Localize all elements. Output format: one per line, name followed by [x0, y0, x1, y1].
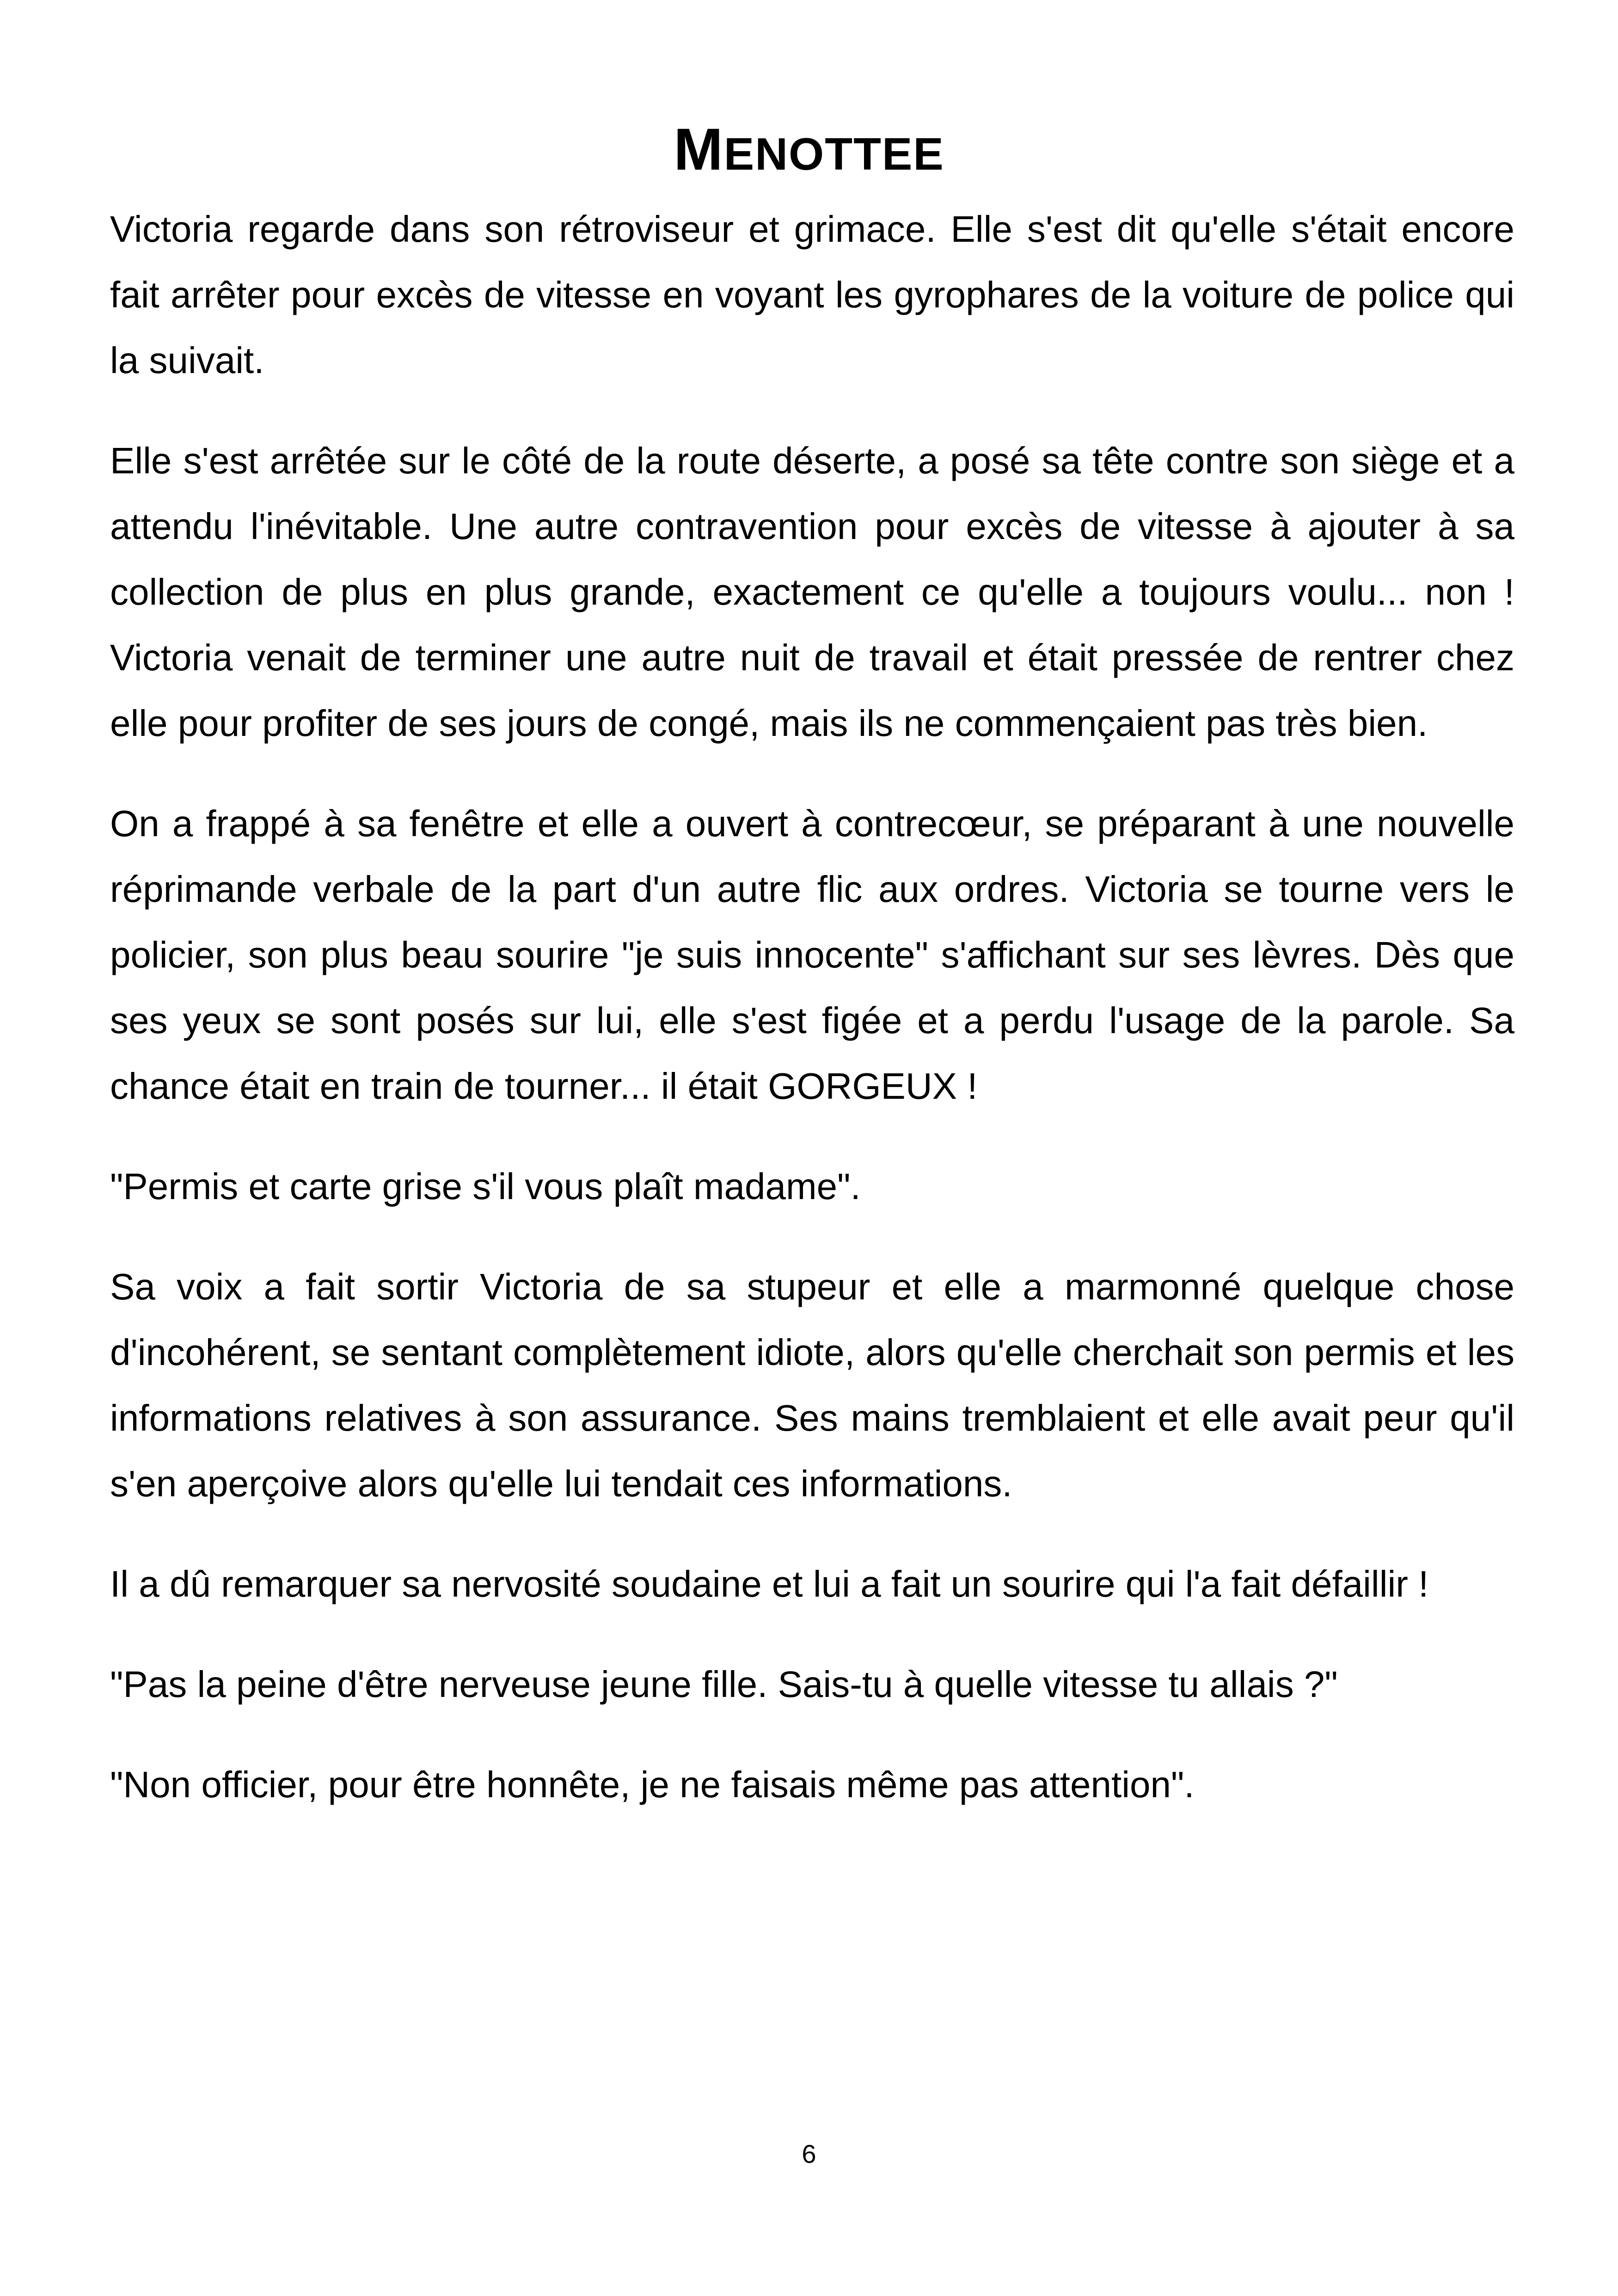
chapter-title: [0, 117, 1618, 186]
page-number: 6: [802, 2139, 816, 2168]
paragraph: "Non officier, pour être honnête, je ne faisais même pas attention".: [110, 1764, 1195, 1805]
paragraph: Elle s'est arrêtée sur le côté de la route déserte, a posé sa tête contre son siège et a attendu l'inévitable. Une autre contravention pour excès de vitesse à ajouter à sa collection de plus en plus grande, exactement ce qu'elle a toujours voulu... non ! Victoria venait de terminer une autre nuit de travail et était pressée de rentrer chez elle pour profiter de ses jours de congé, mais ils ne commençaient pas très bien.: [110, 440, 1514, 744]
chapter-title-rest: ENOTTEE: [723, 129, 944, 180]
paragraph: "Permis et carte grise s'il vous plaît madame".: [110, 1166, 861, 1207]
paragraph: On a frappé à sa fenêtre et elle a ouvert à contrecœur, se préparant à une nouvelle réprimande verbale de la part d'un autre flic aux ordres. Victoria se tourne vers le policier, son plus beau sourire "je suis innocente" s'affichant sur ses lèvres. Dès que ses yeux se sont posés sur lui, elle s'est figée et a perdu l'usage de la parole. Sa chance était en train de tourner... il était GORGEUX !: [110, 803, 1514, 1107]
paragraph: "Pas la peine d'être nerveuse jeune fille. Sais-tu à quelle vitesse tu allais ?": [110, 1664, 1338, 1705]
chapter-body: [110, 196, 1514, 1852]
paragraph: Victoria regarde dans son rétroviseur et grimace. Elle s'est dit qu'elle s'était encore fait arrêter pour excès de vitesse en voyant les gyrophares de la voiture de police qui la suivait.: [110, 208, 1514, 381]
paragraph: Sa voix a fait sortir Victoria de sa stupeur et elle a marmonné quelque chose d'incohérent, se sentant complètement idiote, alors qu'elle cherchait son permis et les informations relatives à son assurance. Ses mains tremblaient et elle avait peur qu'il s'en aperçoive alors qu'elle lui tendait ces informations.: [110, 1266, 1514, 1504]
paragraph: Il a dû remarquer sa nervosité soudaine et lui a fait un sourire qui l'a fait défaillir !: [110, 1563, 1429, 1604]
chapter-title-initial: M: [674, 116, 724, 183]
